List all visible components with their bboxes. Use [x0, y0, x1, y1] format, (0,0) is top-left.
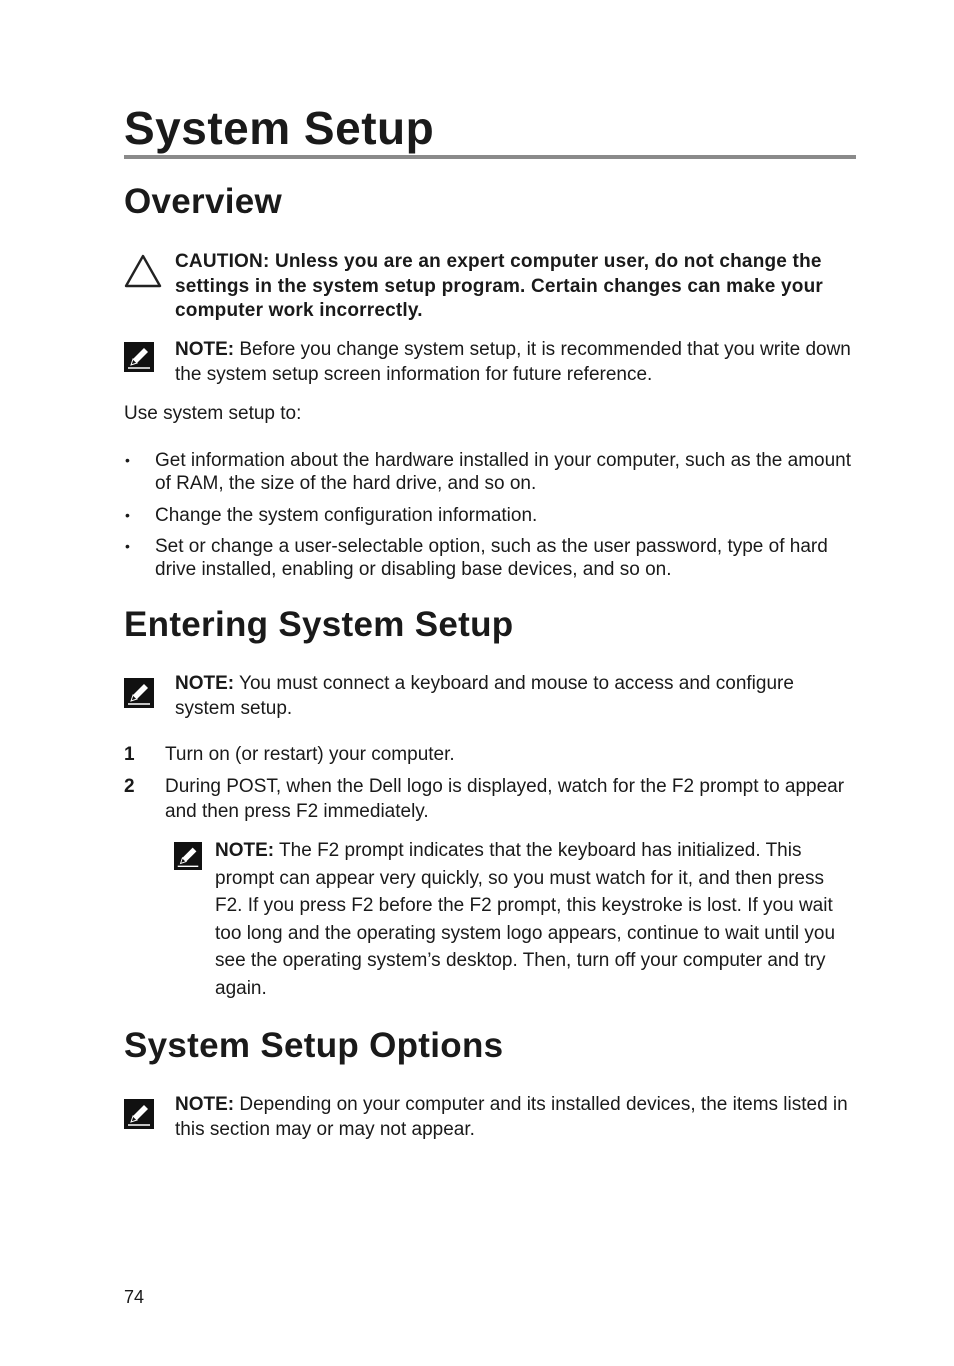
- note-text: [215, 837, 856, 1002]
- note-pencil-icon: [124, 678, 154, 716]
- bullet-icon: •: [125, 507, 130, 523]
- step-item: [124, 774, 856, 824]
- note-body: Depending on your computer and its installed devices, the items listed in this section may or may not appear.: [175, 1094, 848, 1140]
- page-number: 74: [124, 1287, 145, 1307]
- caution-notice: [124, 250, 856, 325]
- note-label: NOTE:: [215, 840, 275, 861]
- list-item: • Change the system configuration information.: [125, 505, 538, 526]
- entering-heading: Entering System Setup: [124, 605, 514, 644]
- note-label: NOTE:: [175, 1094, 235, 1115]
- intro-text: Use system setup to:: [124, 403, 302, 424]
- step-number: 2: [124, 776, 135, 797]
- note-label: NOTE:: [175, 339, 235, 360]
- bullet-list: [124, 449, 856, 581]
- note-label: NOTE:: [175, 673, 235, 694]
- step-item: [124, 742, 856, 767]
- note-notice: [124, 338, 856, 388]
- note-notice: [124, 1093, 856, 1143]
- note-text: [175, 672, 856, 721]
- note-body: You must connect a keyboard and mouse to access and configure system setup.: [175, 673, 794, 719]
- steps-list: [124, 742, 856, 824]
- bullet-icon: •: [125, 452, 130, 468]
- note-pencil-icon: [124, 342, 154, 380]
- overview-heading: Overview: [124, 182, 283, 221]
- note-pencil-icon: [124, 1099, 154, 1137]
- step-number: 1: [124, 744, 135, 765]
- list-item: • Set or change a user-selectable option, such as the user password, type of hard drive installed, enabling or disabling base devices, and so on.: [125, 536, 828, 580]
- note-body: Before you change system setup, it is recommended that you write down the system setup screen information for future reference.: [175, 339, 851, 385]
- note-text: [175, 1093, 856, 1142]
- title-rule: [124, 155, 856, 159]
- bullet-icon: •: [125, 538, 130, 554]
- step-note-notice: [174, 837, 856, 1007]
- step-text: Turn on (or restart) your computer.: [165, 744, 455, 765]
- options-heading: System Setup Options: [124, 1026, 504, 1065]
- note-body: The F2 prompt indicates that the keyboard has initialized. This prompt can appear very quickly, so you must watch for it, and then press F2. If you press F2 before the F2 prompt, this keystroke is lost. If you wait too long and the operating system logo appears, continue to wait until you see the operating system’s desktop. Then, turn off your computer and try again.: [215, 840, 836, 999]
- note-text: [175, 338, 856, 387]
- list-item: • Get information about the hardware installed in your computer, such as the amount of RAM, the size of the hard drive, and so on.: [125, 450, 852, 494]
- page-title: System Setup: [124, 102, 435, 154]
- step-text: During POST, when the Dell logo is displayed, watch for the F2 prompt to appear and then press F2 immediately.: [165, 776, 845, 822]
- note-notice: [124, 672, 856, 722]
- caution-triangle-icon: [124, 254, 162, 296]
- caution-text: CAUTION: Unless you are an expert computer user, do not change the settings in the system setup program. Certain changes can make your computer work incorrectly.: [175, 251, 823, 321]
- note-pencil-icon: [174, 842, 202, 879]
